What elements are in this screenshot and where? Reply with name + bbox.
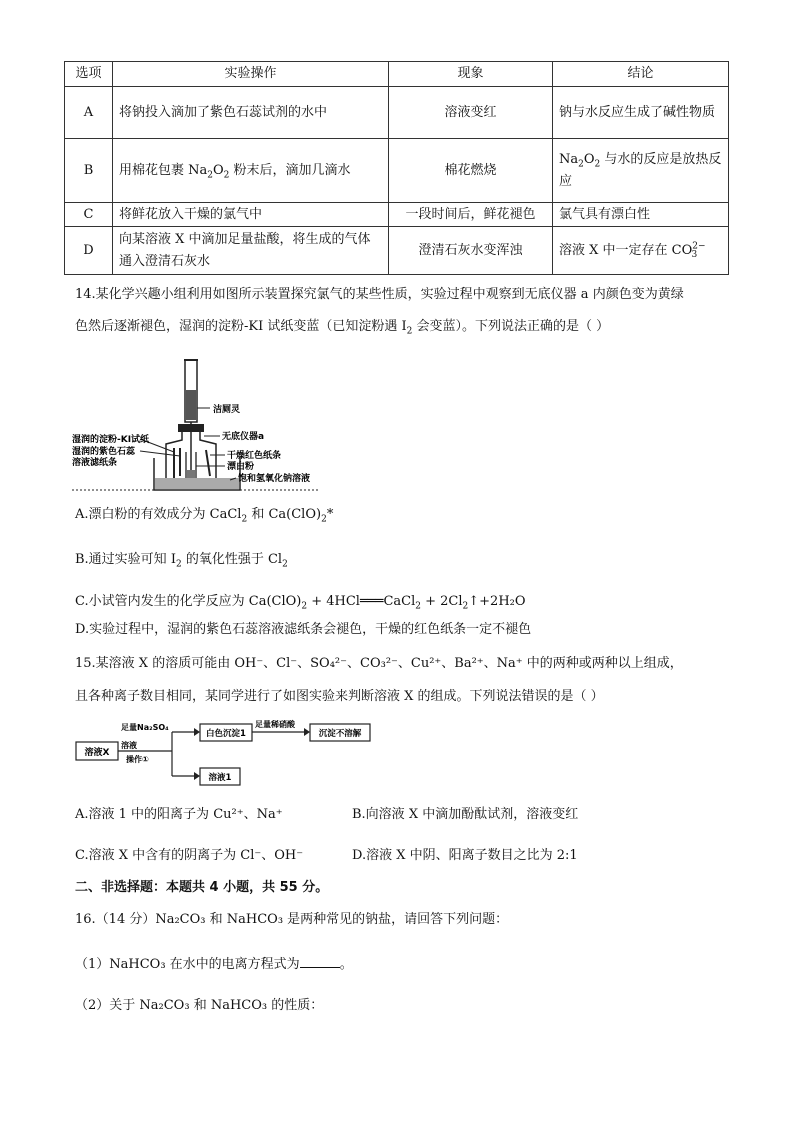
cell-operation (113, 139, 389, 203)
chlorine-apparatus-figure (70, 352, 330, 494)
table-header-row (65, 62, 729, 87)
q14-option-b (75, 550, 288, 570)
stopper (178, 424, 204, 432)
label-bleaching-powder: 漂白粉 (227, 462, 255, 472)
table-row (65, 227, 729, 275)
q16-intro: 16.（14 分）Na₂CO₃ 和 NaHCO₃ 是两种常见的钠盐，请回答下列问题： (75, 912, 509, 927)
text: + 2Cl (420, 594, 463, 609)
experiment-table (64, 61, 729, 275)
label-na2so4: 足量Na₂SO₄ (121, 723, 169, 732)
text: B.通过实验可知 I (75, 552, 176, 567)
naoh-solution (155, 478, 239, 489)
label-solution-x: 溶液X (84, 748, 110, 758)
subscript: 2 (462, 601, 469, 612)
text: 色然后逐渐褪色，湿润的淀粉-KI 试纸变蓝（已知淀粉遇 I (75, 319, 407, 334)
text: 用棉花包裹 Na (119, 162, 208, 178)
ion-flow-diagram (72, 716, 392, 792)
arrowhead (194, 728, 200, 736)
q15-stem-line2: 且各种离子数目相同，某同学进行了如图实验来判断溶液 X 的组成。下列说法错误的是（ ） (75, 689, 604, 704)
label-operation-1: 操作① (126, 755, 149, 764)
subscript: 2 (241, 514, 248, 525)
label-solution: 溶液 (121, 741, 137, 750)
subscript: 2 (175, 559, 182, 570)
label-ki-paper: 湿润的淀粉-KI试纸 (72, 435, 150, 445)
label-dry-paper: 干燥红色纸条 (227, 451, 282, 461)
cell-conclusion: 氯气具有漂白性 (553, 203, 729, 227)
header-option: 选项 (65, 62, 113, 87)
q14-option-a (75, 505, 333, 525)
text: O (213, 162, 224, 178)
subscript: 2 (578, 159, 584, 170)
q14-stem-line1: 14.某化学兴趣小组利用如图所示装置探究氯气的某些性质，实验过程中观察到无底仪器 a 内颜色变为黄绿 (75, 287, 684, 302)
subscript: 2 (406, 326, 413, 337)
header-operation: 实验操作 (113, 62, 389, 87)
cell-conclusion: 钠与水反应生成了碱性物质 (553, 87, 729, 139)
text: 和 Ca(ClO) (247, 507, 322, 522)
superscript: 2− (692, 241, 706, 252)
text: ↑+2H₂O (468, 594, 526, 609)
subscript: 3 (691, 250, 698, 261)
label-instrument-a: 无底仪器a (222, 432, 265, 442)
cell-phenomenon: 棉花燃烧 (389, 139, 553, 203)
q15-stem-line1: 15.某溶液 X 的溶质可能由 OH⁻、Cl⁻、SO₄²⁻、CO₃²⁻、Cu²⁺、Ba²⁺、Na⁺ 中的两种或两种以上组成， (75, 656, 683, 671)
label-solution-1: 溶液1 (208, 773, 232, 783)
text: （1）NaHCO₃ 在水中的电离方程式为 (75, 957, 300, 972)
text: + 4HCl═══CaCl (307, 594, 416, 609)
text: 会变蓝）。下列说法正确的是（ ） (412, 319, 610, 334)
section-heading: 二、非选择题：本题共 4 小题，共 55 分。 (75, 880, 329, 895)
table-row (65, 203, 729, 227)
cell-conclusion (553, 139, 729, 203)
cell-phenomenon: 澄清石灰水变浑浊 (389, 227, 553, 275)
subscript: 2 (321, 514, 327, 525)
subscript: 2 (594, 159, 601, 170)
header-phenomenon: 现象 (389, 62, 553, 87)
table-row (65, 87, 729, 139)
cell-option: A (65, 87, 113, 139)
text: 溶液 X 中一定存在 CO (559, 242, 693, 258)
label-litmus-2: 溶液滤纸条 (72, 458, 118, 468)
q15-option-b: B.向溶液 X 中滴加酚酞试剂，溶液变红 (352, 807, 579, 822)
q14-option-d: D.实验过程中，湿润的紫色石蕊溶液滤纸条会褪色，干燥的红色纸条一定不褪色 (75, 622, 532, 637)
subscript: 2 (415, 601, 421, 612)
header-conclusion: 结论 (553, 62, 729, 87)
arrowhead (194, 772, 200, 780)
q16-part1 (75, 955, 353, 975)
text: 的氧化性强于 Cl (181, 552, 283, 567)
text: 粉末后，滴加几滴水 (229, 162, 351, 178)
label-white-precipitate: 白色沉淀1 (206, 729, 246, 739)
q16-part2: （2）关于 Na₂CO₃ 和 NaHCO₃ 的性质： (75, 998, 324, 1013)
q15-option-a: A.溶液 1 中的阳离子为 Cu²⁺、Na⁺ (75, 807, 283, 822)
text: * (326, 507, 334, 522)
q15-option-c: C.溶液 X 中含有的阴离子为 Cl⁻、OH⁻ (75, 848, 304, 863)
cell-option: B (65, 139, 113, 203)
subscript: 2 (207, 170, 213, 181)
text: Na (559, 151, 579, 167)
cell-conclusion (553, 227, 729, 275)
answer-blank[interactable] (300, 955, 340, 968)
cell-option: C (65, 203, 113, 227)
subscript: 2 (301, 601, 308, 612)
text: 。 (339, 957, 353, 972)
arrowhead (304, 728, 310, 736)
cell-operation: 向某溶液 X 中滴加足量盐酸，将生成的气体通入澄清石灰水 (113, 227, 389, 275)
cell-phenomenon: 一段时间后，鲜花褪色 (389, 203, 553, 227)
text: C.小试管内发生的化学反应为 Ca(ClO) (75, 594, 302, 609)
text: 与水的反应是放热反应 (559, 151, 722, 189)
subscript: 2 (223, 170, 230, 181)
cell-option: D (65, 227, 113, 275)
label-litmus: 湿润的紫色石蕊 (72, 447, 136, 457)
text: O (583, 151, 595, 167)
text: A.漂白粉的有效成分为 CaCl (75, 507, 242, 522)
syringe-liquid (186, 390, 196, 420)
q14-stem-line2 (75, 317, 609, 337)
subscript: 2 (282, 559, 288, 570)
cell-operation: 将钠投入滴加了紫色石蕊试剂的水中 (113, 87, 389, 139)
q15-option-d: D.溶液 X 中阴、阳离子数目之比为 2:1 (352, 848, 578, 863)
label-cleaner: 洁厕灵 (213, 405, 241, 415)
q14-option-c (75, 592, 526, 612)
paper-strip (206, 450, 210, 476)
cell-operation: 将鲜花放入干燥的氯气中 (113, 203, 389, 227)
label-naoh: 饱和氢氧化钠溶液 (238, 474, 311, 484)
label-insoluble: 沉淀不溶解 (318, 729, 362, 739)
cell-phenomenon: 溶液变红 (389, 87, 553, 139)
table-row (65, 139, 729, 203)
label-nitric-acid: 足量稀硝酸 (255, 720, 295, 729)
